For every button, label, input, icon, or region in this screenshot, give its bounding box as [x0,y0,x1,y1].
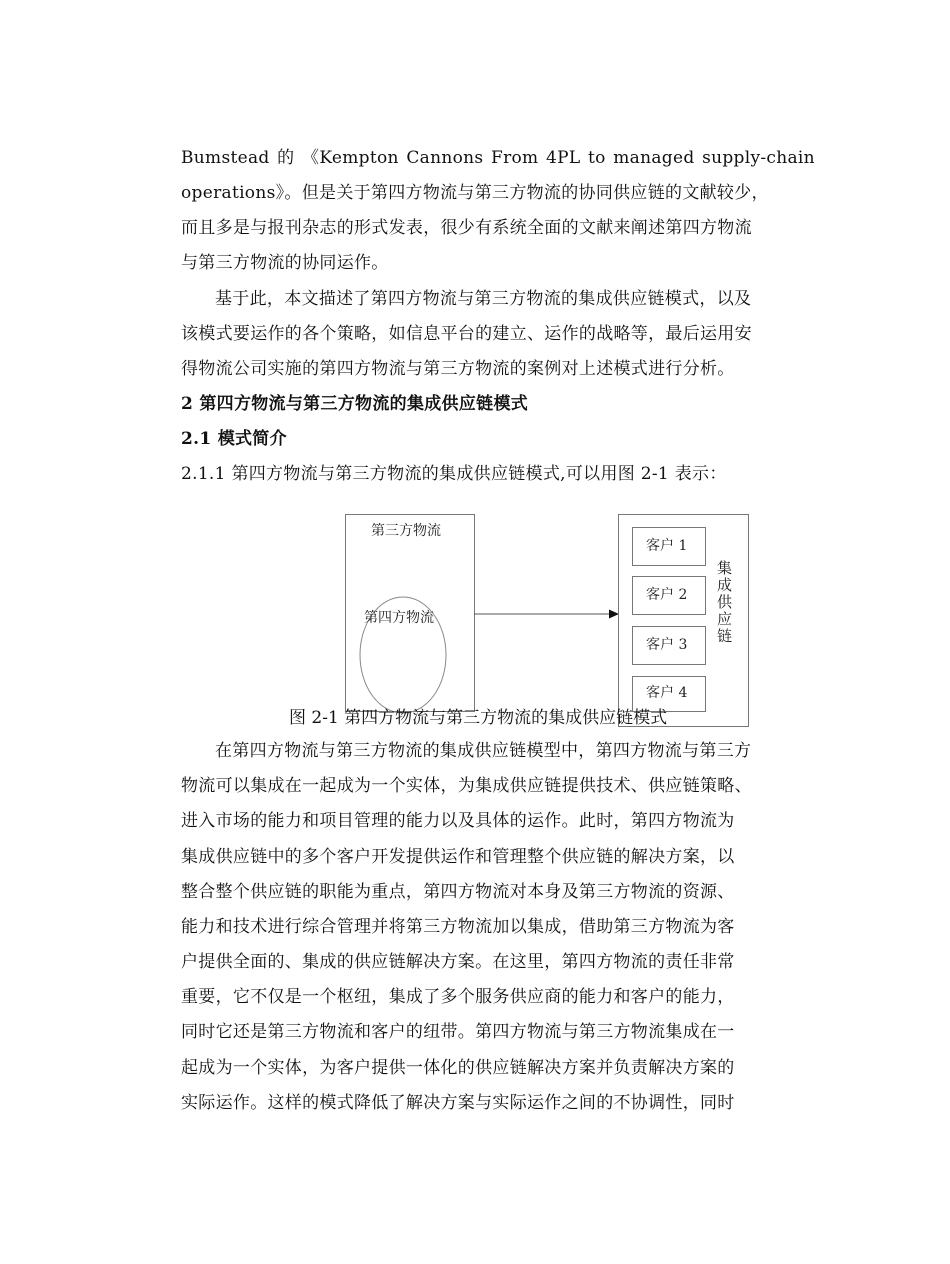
word: 4PL [546,148,581,168]
figure-caption: 图 2-1 第四方物流与第三方物流的集成供应链模式 [289,708,668,728]
word: 的 [277,148,295,168]
paragraph3-line: 重要，它不仅是一个枢纽，集成了多个服务供应商的能力和客户的能力， [181,987,735,1007]
customer-box-3 [632,626,706,665]
customer-label: 客户 1 [646,538,688,554]
paragraph3-line: 在第四方物流与第三方物流的集成供应链模型中，第四方物流与第三方 [215,741,752,761]
word: 《Kempton [302,148,399,168]
customer-label: 客户 3 [646,637,688,653]
third-party-logistics-label: 第三方物流 [371,523,441,539]
word: From [490,148,539,168]
section-heading: 2 第四方物流与第三方物流的集成供应链模式 [181,394,529,414]
word: supply-chain [702,148,815,168]
paragraph3-line: 整合整个供应链的职能为重点，第四方物流对本身及第三方物流的资源、 [181,882,735,902]
paragraph3-line: 实际运作。这样的模式降低了解决方案与实际运作之间的不协调性，同时 [181,1093,735,1113]
word: managed [613,148,695,168]
paragraph3-line: 集成供应链中的多个客户开发提供运作和管理整个供应链的解决方案，以 [181,847,735,867]
word: Bumstead [181,148,270,168]
paragraph1-line3: 而且多是与报刊杂志的形式发表，很少有系统全面的文献来阐述第四方物流 [181,218,752,238]
paragraph1-line2: operations》。但是关于第四方物流与第三方物流的协同供应链的文献较少， [181,183,769,203]
customer-box-1 [632,527,706,566]
customer-box-4 [632,676,706,712]
paragraph2-line1: 基于此，本文描述了第四方物流与第三方物流的集成供应链模式，以及 [215,289,752,309]
paragraph3-line: 物流可以集成在一起成为一个实体，为集成供应链提供技术、供应链策略、 [181,776,752,796]
paragraph2-line2: 该模式要运作的各个策略，如信息平台的建立、运作的战略等，最后运用安 [181,324,752,344]
paragraph3-line: 能力和技术进行综合管理并将第三方物流加以集成，借助第三方物流为客 [181,917,735,937]
word: to [588,148,606,168]
fourth-party-logistics-label: 第四方物流 [364,610,434,626]
customer-label: 客户 2 [646,587,688,603]
integrated-supply-chain-label: 集成供应链 [715,560,733,645]
customer-box-2 [632,576,706,615]
subsection-heading: 2.1 模式简介 [181,429,287,449]
customer-label: 客户 4 [646,685,688,701]
paragraph3-line: 进入市场的能力和项目管理的能力以及具体的运作。此时，第四方物流为 [181,811,735,831]
subsubsection-line: 2.1.1 第四方物流与第三方物流的集成供应链模式,可以用图 2-1 表示： [181,464,727,484]
paragraph3-line: 起成为一个实体，为客户提供一体化的供应链解决方案并负责解决方案的 [181,1058,735,1078]
word: Cannons [406,148,484,168]
paragraph2-line3: 得物流公司实施的第四方物流与第三方物流的案例对上述模式进行分析。 [181,359,735,379]
paragraph3-line: 户提供全面的、集成的供应链解决方案。在这里，第四方物流的责任非常 [181,952,735,972]
paragraph1-line4: 与第三方物流的协同运作。 [181,253,389,273]
paragraph3-line: 同时它还是第三方物流和客户的纽带。第四方物流与第三方物流集成在一 [181,1022,735,1042]
